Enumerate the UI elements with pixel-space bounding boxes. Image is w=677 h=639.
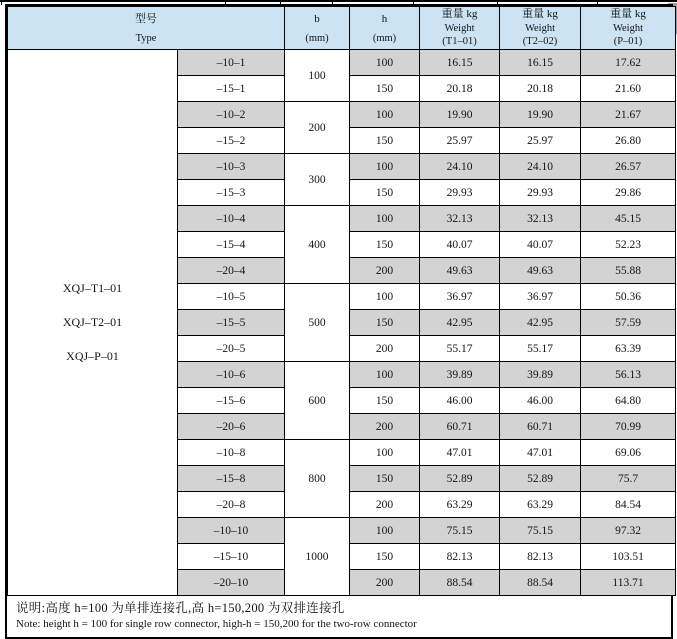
col-header-b [285, 7, 350, 50]
h-value-cell: 200 [350, 336, 420, 362]
h-value-cell: 100 [350, 362, 420, 388]
h-value-cell: 200 [350, 258, 420, 284]
b-value-cell: 800 [285, 440, 350, 518]
h-value-cell: 150 [350, 76, 420, 102]
weight-p-line2: Weight [612, 22, 644, 34]
weight-t2-cell: 46.00 [500, 388, 581, 414]
h-value-cell: 150 [350, 128, 420, 154]
b-value-cell: 1000 [285, 518, 350, 596]
weight-p-cell: 21.60 [581, 76, 676, 102]
header-row [8, 7, 676, 50]
weight-t1-cell: 16.15 [420, 50, 500, 76]
weight-p-cell: 56.13 [581, 362, 676, 388]
weight-t1-cell: 88.54 [420, 570, 500, 596]
h-value-cell: 200 [350, 492, 420, 518]
col-header-weight-t1 [420, 7, 500, 50]
model-suffix-cell: –15–3 [178, 180, 285, 206]
model-suffix-cell: –10–8 [178, 440, 285, 466]
weight-t1-cell: 29.93 [420, 180, 500, 206]
h-value-cell: 100 [350, 50, 420, 76]
model-name: XQJ–P–01 [66, 349, 119, 363]
weight-p-cell: 70.99 [581, 414, 676, 440]
h-value-cell: 150 [350, 544, 420, 570]
h-value-cell: 200 [350, 414, 420, 440]
model-suffix-cell: –15–10 [178, 544, 285, 570]
weight-t2-cell: 16.15 [500, 50, 581, 76]
weight-t2-cell: 20.18 [500, 76, 581, 102]
weight-t2-cell: 29.93 [500, 180, 581, 206]
col-header-weight-p [581, 7, 676, 50]
h-value-cell: 100 [350, 284, 420, 310]
table-body [8, 50, 676, 596]
weight-t2-cell: 39.89 [500, 362, 581, 388]
weight-t2-cell: 49.63 [500, 258, 581, 284]
weight-t1-cell: 60.71 [420, 414, 500, 440]
h-label: h [381, 12, 388, 25]
model-suffix-cell: –10–6 [178, 362, 285, 388]
model-suffix-cell: –10–1 [178, 50, 285, 76]
weight-t2-cell: 25.97 [500, 128, 581, 154]
model-suffix-cell: –15–5 [178, 310, 285, 336]
h-value-cell: 150 [350, 180, 420, 206]
weight-p-cell: 29.86 [581, 180, 676, 206]
col-header-h [350, 7, 420, 50]
weight-p-cell: 21.67 [581, 102, 676, 128]
model-suffix-cell: –15–1 [178, 76, 285, 102]
model-suffix-cell: –10–3 [178, 154, 285, 180]
type-label-zh: 型号 [135, 12, 157, 25]
weight-p-cell: 113.71 [581, 570, 676, 596]
weight-t1-line2: Weight [444, 22, 475, 34]
weight-t1-cell: 46.00 [420, 388, 500, 414]
weight-t2-cell: 52.89 [500, 466, 581, 492]
model-suffix-cell: –20–6 [178, 414, 285, 440]
model-suffix-cell: –10–4 [178, 206, 285, 232]
weight-t1-cell: 40.07 [420, 232, 500, 258]
weight-p-line1: 重量 kg [610, 8, 646, 20]
weight-t2-cell: 75.15 [500, 518, 581, 544]
b-value-cell: 200 [285, 102, 350, 154]
model-suffix-cell: –10–2 [178, 102, 285, 128]
weight-p-cell: 50.36 [581, 284, 676, 310]
model-suffix-cell: –15–8 [178, 466, 285, 492]
model-name: XQJ–T2–01 [62, 315, 123, 329]
weight-t2-cell: 24.10 [500, 154, 581, 180]
weight-t2-cell: 55.17 [500, 336, 581, 362]
weight-t2-cell: 40.07 [500, 232, 581, 258]
weight-p-cell: 57.59 [581, 310, 676, 336]
col-header-weight-t2 [500, 7, 581, 50]
weight-p-cell: 97.32 [581, 518, 676, 544]
table-remnant-line [1, 0, 2, 5]
weight-t2-line2: Weight [524, 22, 556, 34]
weight-t1-cell: 47.01 [420, 440, 500, 466]
weight-t2-cell: 82.13 [500, 544, 581, 570]
table-row [8, 50, 676, 76]
weight-t1-cell: 52.89 [420, 466, 500, 492]
weight-t1-cell: 24.10 [420, 154, 500, 180]
weight-p-cell: 55.88 [581, 258, 676, 284]
weight-t1-cell: 39.89 [420, 362, 500, 388]
weight-p-cell: 75.7 [581, 466, 676, 492]
model-suffix-cell: –15–2 [178, 128, 285, 154]
weight-t2-cell: 32.13 [500, 206, 581, 232]
weight-t2-cell: 36.97 [500, 284, 581, 310]
weight-p-cell: 103.51 [581, 544, 676, 570]
b-unit: (mm) [305, 33, 329, 45]
b-value-cell: 600 [285, 362, 350, 440]
weight-p-line3: (P–01) [613, 35, 643, 47]
h-value-cell: 150 [350, 232, 420, 258]
weight-t1-cell: 49.63 [420, 258, 500, 284]
weight-p-cell: 69.06 [581, 440, 676, 466]
b-value-cell: 100 [285, 50, 350, 102]
model-suffix-cell: –20–5 [178, 336, 285, 362]
h-value-cell: 150 [350, 310, 420, 336]
model-suffix-cell: –15–6 [178, 388, 285, 414]
b-value-cell: 400 [285, 206, 350, 284]
weight-t2-cell: 19.90 [500, 102, 581, 128]
b-value-cell: 300 [285, 154, 350, 206]
footnote-zh: 说明:高度 h=100 为单排连接孔,高 h=150,200 为双排连接孔 [16, 601, 345, 615]
weight-t1-cell: 75.15 [420, 518, 500, 544]
h-value-cell: 100 [350, 102, 420, 128]
model-suffix-cell: –10–10 [178, 518, 285, 544]
weight-p-cell: 45.15 [581, 206, 676, 232]
h-value-cell: 100 [350, 518, 420, 544]
weight-t2-cell: 42.95 [500, 310, 581, 336]
h-value-cell: 150 [350, 388, 420, 414]
footnote-en: Note: height h = 100 for single row connector, high-h = 150,200 for the two-row connector [16, 617, 417, 630]
model-suffix-cell: –10–5 [178, 284, 285, 310]
spec-table-container [5, 4, 673, 639]
b-value-cell: 500 [285, 284, 350, 362]
weight-p-cell: 84.54 [581, 492, 676, 518]
weight-t1-cell: 25.97 [420, 128, 500, 154]
weight-p-cell: 26.57 [581, 154, 676, 180]
b-label: b [314, 12, 320, 25]
type-label-en: Type [135, 33, 157, 45]
weight-t1-cell: 63.29 [420, 492, 500, 518]
h-value-cell: 100 [350, 206, 420, 232]
model-suffix-cell: –20–10 [178, 570, 285, 596]
weight-t2-cell: 60.71 [500, 414, 581, 440]
weight-t1-cell: 19.90 [420, 102, 500, 128]
weight-p-cell: 26.80 [581, 128, 676, 154]
h-value-cell: 200 [350, 570, 420, 596]
h-value-cell: 100 [350, 154, 420, 180]
weight-p-cell: 63.39 [581, 336, 676, 362]
weight-spec-table [7, 6, 676, 596]
h-value-cell: 100 [350, 440, 420, 466]
weight-t1-cell: 36.97 [420, 284, 500, 310]
model-suffix-cell: –15–4 [178, 232, 285, 258]
weight-t1-cell: 55.17 [420, 336, 500, 362]
weight-p-cell: 52.23 [581, 232, 676, 258]
h-value-cell: 150 [350, 466, 420, 492]
weight-p-cell: 17.62 [581, 50, 676, 76]
weight-t2-cell: 63.29 [500, 492, 581, 518]
weight-t2-cell: 47.01 [500, 440, 581, 466]
model-name: XQJ–T1–01 [62, 281, 123, 295]
model-series-cell [8, 50, 178, 596]
col-header-type [8, 7, 285, 50]
weight-t1-cell: 82.13 [420, 544, 500, 570]
weight-t1-cell: 32.13 [420, 206, 500, 232]
weight-t2-line1: 重量 kg [522, 8, 558, 20]
model-suffix-cell: –20–4 [178, 258, 285, 284]
top-rule [0, 0, 677, 2]
weight-t1-cell: 42.95 [420, 310, 500, 336]
weight-t2-line3: (T2–02) [522, 35, 558, 47]
weight-t1-cell: 20.18 [420, 76, 500, 102]
model-suffix-cell: –20–8 [178, 492, 285, 518]
weight-p-cell: 64.80 [581, 388, 676, 414]
weight-t1-line3: (T1–01) [442, 35, 477, 47]
h-unit: (mm) [372, 33, 397, 45]
weight-t2-cell: 88.54 [500, 570, 581, 596]
weight-t1-line1: 重量 kg [441, 8, 478, 20]
footnote [7, 596, 671, 637]
